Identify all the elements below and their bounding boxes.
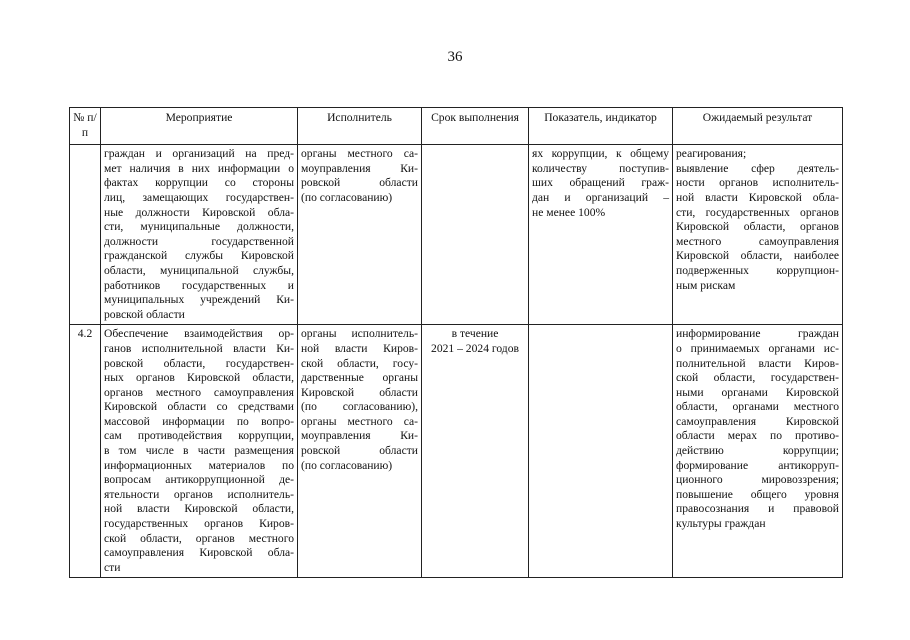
cell-text-line: правосознания и правовой	[676, 502, 839, 516]
cell-indicator	[529, 325, 673, 578]
cell-activity	[101, 145, 298, 325]
cell-text-line: ших обращений граж-	[532, 176, 669, 190]
cell-text-line: (по согласованию),	[301, 400, 418, 414]
cell-text-line: ных органов Кировской области,	[104, 371, 294, 385]
cell-text-line: ятельности органов исполнитель-	[104, 487, 294, 501]
cell-result	[673, 145, 843, 325]
cell-deadline	[422, 145, 529, 325]
cell-text-line: области мерах по противо-	[676, 429, 839, 443]
cell-text-line: Кировской области	[301, 385, 418, 399]
cell-text-line: органы местного са-	[301, 147, 418, 161]
cell-executor	[298, 145, 422, 325]
cell-text-line: культуры граждан	[676, 517, 766, 531]
cell-text-line: Кировской области, органов	[676, 220, 839, 234]
cell-text-line: лиц, замещающих государствен-	[104, 190, 294, 204]
cell-text-line: вопросам антикоррупционной де-	[104, 473, 294, 487]
cell-text-line: Обеспечение взаимодействия ор-	[104, 327, 294, 341]
cell-text-line: выявление сфер деятель-	[676, 161, 839, 175]
cell-text-line: моуправления Ки-	[301, 429, 418, 443]
cell-num	[70, 145, 101, 325]
cell-text-line: местного самоуправления	[676, 234, 839, 248]
cell-text-line: не менее 100%	[532, 205, 606, 219]
cell-text-line: моуправления Ки-	[301, 161, 418, 175]
cell-text-line: о принимаемых органами ис-	[676, 341, 839, 355]
cell-text-line: дан и организаций –	[532, 190, 669, 204]
cell-text-line: ной власти Киров-	[301, 341, 418, 355]
cell-deadline	[422, 325, 529, 578]
cell-text-line: ской области, государствен-	[676, 371, 839, 385]
cell-text-line: фактах коррупции со стороны	[104, 176, 294, 190]
cell-text-line: ным рискам	[676, 278, 736, 292]
cell-text-line: работников государственных и	[104, 278, 294, 292]
cell-indicator	[529, 145, 673, 325]
cell-text-line: ные должности Кировской обла-	[104, 205, 294, 219]
cell-text-line: сти	[104, 560, 121, 574]
cell-text-line: 2021 – 2024 годов	[431, 341, 519, 355]
cell-text-line: гражданской службы Кировской	[104, 249, 294, 263]
measures-table	[69, 107, 843, 578]
cell-text-line: органы исполнитель-	[301, 327, 418, 341]
cell-text-line: количеству поступив-	[532, 161, 669, 175]
cell-text-line: полнительной власти Киров-	[676, 356, 839, 370]
cell-text-line: ной власти Кировской области,	[104, 502, 294, 516]
cell-text-line: должности государственной	[104, 234, 294, 248]
cell-text-line: ской области, органов местного	[104, 531, 294, 545]
cell-text-line: органов местного самоуправления	[104, 385, 294, 399]
page-number: 36	[447, 49, 463, 65]
cell-text-line: информирование граждан	[676, 327, 839, 341]
cell-text-line: ровской области	[301, 444, 418, 458]
cell-text-line: формирование антикорруп-	[676, 458, 839, 472]
cell-text-line: информационных материалов по	[104, 458, 294, 472]
cell-text-line: сти, муниципальные должности,	[104, 220, 294, 234]
cell-activity	[101, 325, 298, 578]
cell-text-line: сти, государственных органов	[676, 205, 839, 219]
cell-text-line: граждан и организаций на пред-	[104, 147, 294, 161]
cell-result	[673, 325, 843, 578]
cell-text-line: органы местного са-	[301, 414, 418, 428]
header-result: Ожидаемый результат	[673, 108, 843, 145]
table-row	[70, 145, 843, 325]
cell-text-line: действию коррупции;	[676, 444, 839, 458]
cell-text-line: ровской области	[104, 307, 185, 321]
cell-text-line: мет наличия в них информации о	[104, 161, 294, 175]
cell-text-line: ными органами Кировской	[676, 385, 839, 399]
cell-text-line: муниципальных учреждений Ки-	[104, 293, 294, 307]
cell-text-line: ях коррупции, к общему	[532, 147, 669, 161]
header-activity: Мероприятие	[101, 108, 298, 145]
cell-text-line: ной власти Кировской обла-	[676, 190, 839, 204]
header-indicator: Показатель, индикатор	[529, 108, 673, 145]
cell-text-line: подверженных коррупцион-	[676, 263, 839, 277]
cell-text-line: массовой информации по вопро-	[104, 414, 294, 428]
cell-text-line: ганов исполнительной власти Ки-	[104, 341, 294, 355]
cell-text-line: в течение	[451, 327, 499, 341]
cell-text-line: Кировской области, наиболее	[676, 249, 839, 263]
cell-text-line: области, органами местного	[676, 400, 839, 414]
header-executor: Исполнитель	[298, 108, 422, 145]
cell-executor	[298, 325, 422, 578]
cell-text-line: самоуправления Кировской	[676, 414, 839, 428]
cell-text-line: ровской области, государствен-	[104, 356, 294, 370]
cell-text-line: (по согласованию)	[301, 190, 393, 204]
header-deadline: Срок выполнения	[422, 108, 529, 145]
cell-text-line: дарственные органы	[301, 371, 418, 385]
cell-text-line: Кировской области со средствами	[104, 400, 294, 414]
cell-text-line: повышение общего уровня	[676, 487, 839, 501]
cell-num: 4.2	[70, 325, 101, 578]
table-header-row	[70, 108, 843, 145]
cell-text-line: самоуправления Кировской обла-	[104, 546, 294, 560]
header-num: № п/п	[70, 108, 101, 145]
cell-text-line: ности органов исполнитель-	[676, 176, 839, 190]
cell-text-line: государственных органов Киров-	[104, 517, 294, 531]
cell-text-line: ской области, госу-	[301, 356, 418, 370]
cell-text-line: сам противодействия коррупции,	[104, 429, 294, 443]
cell-text-line: в том числе в части размещения	[104, 444, 294, 458]
cell-text-line: (по согласованию)	[301, 458, 393, 472]
cell-text-line: реагирования;	[676, 147, 747, 161]
table-row	[70, 325, 843, 578]
cell-text-line: ционного мировоззрения;	[676, 473, 839, 487]
cell-text-line: области, муниципальной службы,	[104, 263, 294, 277]
cell-text-line: ровской области	[301, 176, 418, 190]
